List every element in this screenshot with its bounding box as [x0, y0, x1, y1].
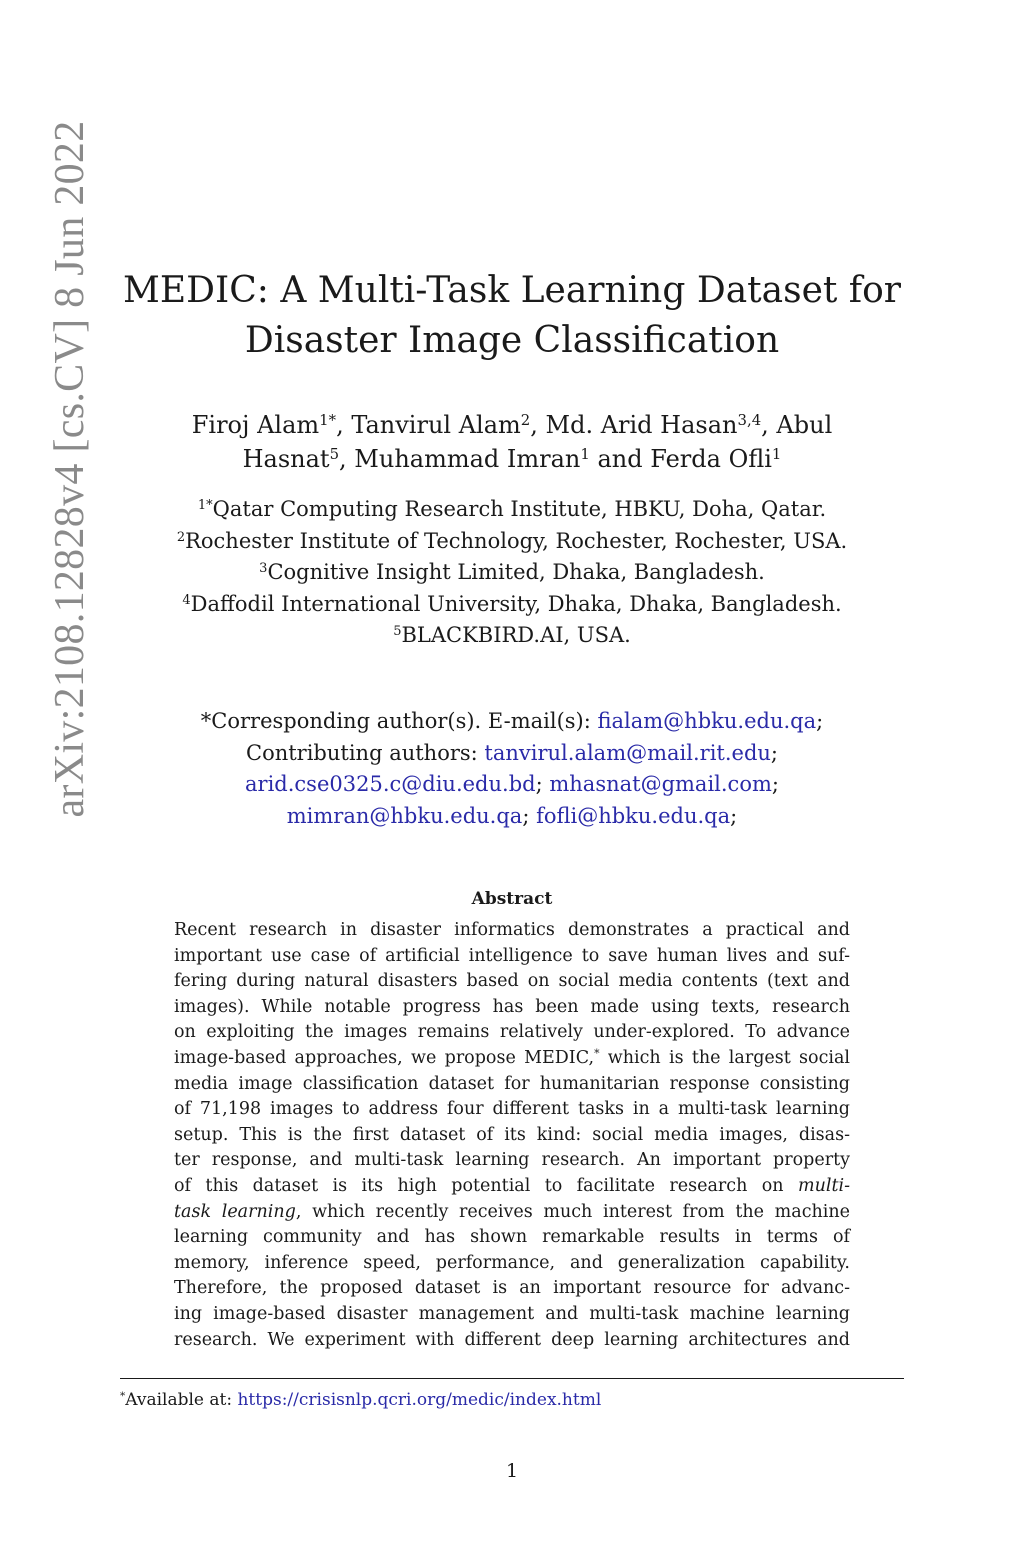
corr-line-4: mimran@hbku.edu.qa; fofli@hbku.edu.qa; — [286, 803, 738, 828]
abstract-line: image-based approaches, we propose MEDIC,* which is the largest social — [174, 1047, 850, 1068]
corr-line-3: arid.cse0325.c@diu.edu.bd; mhasnat@gmail.com; — [245, 772, 779, 796]
corresponding-authors — [120, 706, 904, 832]
abstract-line: ing image-based disaster management and multi-task machine learning — [174, 1303, 850, 1324]
author-line-2: Hasnat$^5$, Muhammad Imran$^1$ and Ferda Ofli$^1$ — [242, 444, 782, 473]
abstract-line: of this dataset is its high potential to facilitate research on multi- — [174, 1175, 850, 1196]
paper-title — [120, 266, 904, 366]
abstract-line: task learning, which recently receives much interest from the machine — [174, 1201, 850, 1222]
abstract-line: important use case of artificial intelligence to save human lives and suf- — [174, 945, 850, 966]
corr-line-1: *Corresponding author(s). E-mail(s): fialam@hbku.edu.qa; — [200, 709, 824, 733]
email-link[interactable]: arid.cse0325.c@diu.edu.bd — [245, 772, 536, 796]
abstract-line: ter response, and multi-task learning research. An important property — [174, 1150, 850, 1171]
page-number: 1 — [505, 1460, 519, 1482]
arxiv-identifier-stamp: arXiv:2108.12828v4 [cs.CV] 8 Jun 2022 — [47, 120, 93, 818]
title-line-2: Disaster Image Classification — [244, 320, 780, 361]
abstract-line: fering during natural disasters based on social media contents (text and — [174, 971, 850, 992]
abstract-line: learning community and has shown remarkable results in terms of — [174, 1227, 850, 1248]
email-link[interactable]: mhasnat@gmail.com — [549, 772, 772, 796]
author-list — [150, 408, 874, 476]
affiliation-list — [120, 494, 904, 652]
title-line-1: MEDIC: A Multi-Task Learning Dataset for — [122, 270, 902, 311]
affiliation-item: $^3$Cognitive Insight Limited, Dhaka, Bangladesh. — [259, 560, 765, 584]
abstract-heading: Abstract — [471, 889, 553, 909]
email-link[interactable]: fialam@hbku.edu.qa — [597, 709, 817, 733]
email-link[interactable]: fofli@hbku.edu.qa — [536, 803, 731, 828]
abstract-line: Recent research in disaster informatics demonstrates a practical and — [174, 920, 850, 940]
email-link[interactable]: mimran@hbku.edu.qa — [286, 803, 523, 828]
footnote: *Available at: https://crisisnlp.qcri.org/medic/index.html — [120, 1390, 602, 1410]
abstract-line: research. We experiment with different deep learning architectures and — [174, 1329, 850, 1350]
affiliation-item: $^5$BLACKBIRD.AI, USA. — [393, 623, 631, 647]
abstract-line: images). While notable progress has been made using texts, research — [174, 996, 850, 1017]
dataset-url-link[interactable]: https://crisisnlp.qcri.org/medic/index.html — [237, 1390, 602, 1410]
corr-line-2: Contributing authors: tanvirul.alam@mail.rit.edu; — [246, 740, 778, 765]
abstract-line: setup. This is the first dataset of its kind: social media images, disas- — [174, 1124, 850, 1145]
affiliation-item: $^{1*}$Qatar Computing Research Institute, HBKU, Doha, Qatar. — [197, 497, 827, 521]
affiliation-item: $^2$Rochester Institute of Technology, Rochester, Rochester, USA. — [176, 528, 848, 553]
abstract-line: memory, inference speed, performance, and generalization capability. — [174, 1252, 850, 1273]
abstract-body — [174, 918, 850, 1353]
footnote-marker: * — [594, 1047, 600, 1061]
email-link[interactable]: tanvirul.alam@mail.rit.edu — [484, 740, 771, 765]
author-line-1: Firoj Alam$^{1*}$, Tanvirul Alam$^2$, Md. Arid Hasan$^{3,4}$, Abul — [191, 410, 833, 439]
footnote-rule — [120, 1378, 904, 1379]
abstract-line: of 71,198 images to address four different tasks in a multi-task learning — [174, 1099, 850, 1120]
abstract-line: media image classification dataset for humanitarian response consisting — [174, 1073, 850, 1094]
abstract-line: Therefore, the proposed dataset is an important resource for advanc- — [174, 1278, 850, 1299]
abstract-line: on exploiting the images remains relatively under-explored. To advance — [174, 1022, 850, 1043]
affiliation-item: $^4$Daffodil International University, Dhaka, Dhaka, Bangladesh. — [182, 591, 842, 616]
